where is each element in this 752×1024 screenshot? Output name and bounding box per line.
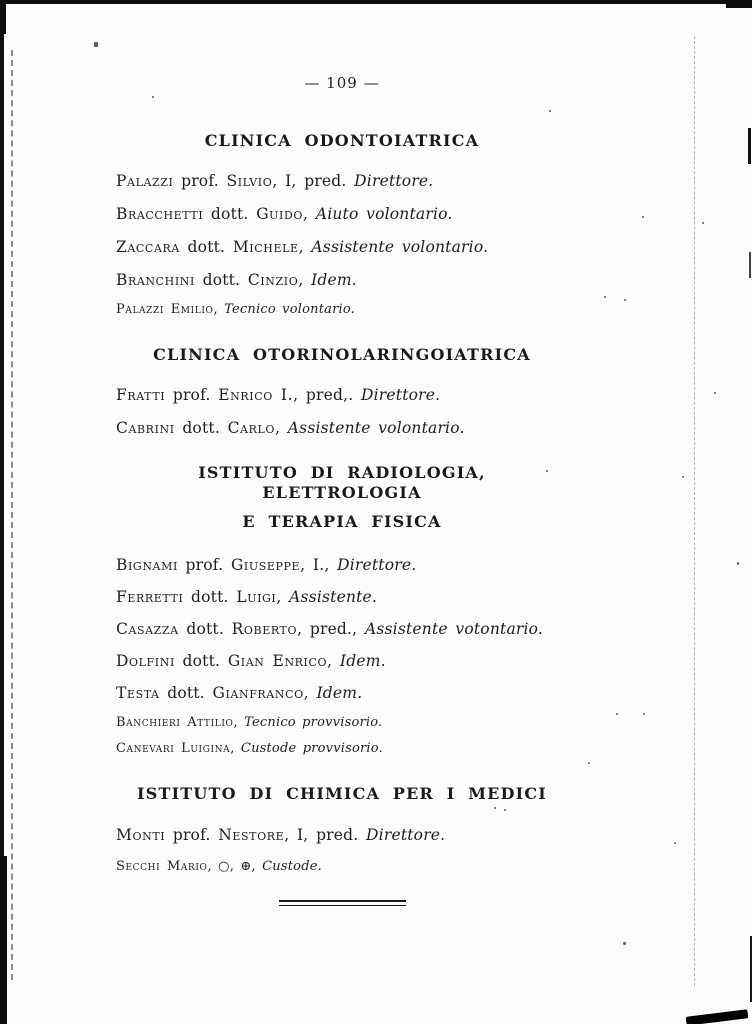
person-name: Zaccara (116, 238, 180, 256)
section-title: CLINICA ODONTOIATRICA (204, 131, 480, 150)
entry-text: , (233, 715, 245, 730)
person-name: Gian Enrico (227, 652, 328, 670)
footer-rule (279, 900, 406, 906)
entry-text: , ○, ⊕, (207, 859, 263, 874)
section-title: CLINICA OTORINOLARINGOIATRICA (153, 345, 531, 364)
person-name: Dolfini (116, 652, 175, 670)
entry-text: dott. (174, 419, 228, 437)
entry-text: , (298, 238, 312, 256)
entry-text: prof. (173, 172, 227, 190)
role-text: Assistente volontario. (311, 238, 489, 256)
scan-speck (714, 392, 716, 394)
person-name: Giuseppe (230, 556, 301, 574)
scan-mark-right-2 (749, 252, 751, 278)
person-name: Cinzio (247, 271, 299, 289)
scan-edge-top-right (726, 0, 752, 8)
role-text: Assistente votontario. (364, 620, 544, 638)
entry-text: prof. (165, 386, 219, 404)
person-name: Banchieri Attilio (116, 715, 234, 730)
role-text: Direttore. (366, 826, 446, 844)
scan-speck (682, 476, 684, 478)
directory-entry (116, 586, 568, 608)
entry-text: prof. (165, 826, 219, 844)
entry-text: , (327, 652, 340, 670)
entry-text: , I, pred. (284, 826, 367, 844)
page-content (116, 0, 568, 906)
directory-entry (116, 824, 568, 846)
entry-text: prof. (177, 556, 231, 574)
scan-speck (702, 222, 704, 224)
role-text: Idem. (339, 652, 386, 670)
scan-speck (642, 216, 644, 218)
scan-speck (674, 842, 676, 844)
role-text: Idem. (311, 271, 357, 289)
entry-text: , I, pred. (272, 172, 355, 190)
entry-text: , pred., (297, 620, 365, 638)
role-text: Tecnico provvisorio. (244, 715, 383, 730)
role-text: Custode provvisorio. (240, 741, 383, 756)
person-name: Luigi (236, 588, 277, 606)
role-text: Tecnico volontario. (224, 302, 355, 317)
entry-text: , (275, 419, 288, 437)
person-name: Silvio (226, 172, 273, 190)
directory-section (116, 131, 568, 319)
entry-text: dott. (174, 652, 228, 670)
scan-speck (616, 713, 618, 715)
scan-fold-line-right (694, 36, 695, 986)
person-name: Roberto (231, 620, 298, 638)
entry-text: dott. (203, 205, 257, 223)
directory-entry (116, 236, 568, 258)
person-name: Gianfranco (212, 684, 304, 702)
entry-text: dott. (179, 238, 233, 256)
directory (116, 131, 568, 876)
entry-text: , I., (300, 556, 338, 574)
scan-edge-left-bottom (0, 856, 7, 1024)
directory-entry (116, 682, 568, 704)
scan-speck (623, 942, 626, 945)
scan-edge-left-top (0, 0, 6, 34)
scan-mark-right-1 (748, 128, 751, 164)
directory-section (116, 463, 568, 758)
role-text: Custode. (262, 859, 322, 874)
person-name: Nestore (218, 826, 285, 844)
section-title: ISTITUTO DI RADIOLOGIA, ELETTROLOGIA (198, 463, 486, 502)
directory-entry (116, 417, 568, 439)
directory-entry (116, 618, 568, 640)
directory-section (116, 345, 568, 439)
entry-text: , (276, 588, 290, 606)
directory-entry (116, 269, 568, 291)
directory-entry (116, 858, 568, 876)
directory-entry (116, 170, 568, 192)
person-name: Carlo (227, 419, 276, 437)
scan-speck (624, 299, 626, 301)
person-name: Ferretti (116, 588, 184, 606)
entry-text: , (303, 684, 317, 702)
role-text: Direttore. (354, 172, 434, 190)
person-name: Michele (232, 238, 299, 256)
entry-text: dott. (194, 271, 248, 289)
scan-speck (94, 42, 98, 47)
scan-speck (604, 296, 606, 298)
scan-fold-line-left (11, 50, 13, 980)
page-number: — 109 — (304, 74, 380, 92)
entry-text: , (298, 271, 312, 289)
entry-text: , (303, 205, 316, 223)
person-name: Palazzi Emilio (116, 302, 214, 317)
role-text: Assistente volontario. (287, 419, 465, 437)
directory-section (116, 784, 568, 876)
person-name: Bracchetti (116, 205, 204, 223)
directory-entry (116, 301, 568, 319)
directory-entry (116, 554, 568, 576)
entry-text: , (230, 741, 241, 756)
directory-entry (116, 384, 568, 406)
directory-entry (116, 714, 568, 732)
person-name: Branchini (116, 271, 195, 289)
role-text: Aiuto volontario. (315, 205, 453, 223)
person-name: Enrico I. (218, 386, 294, 404)
directory-entry (116, 740, 568, 758)
person-name: Fratti (116, 386, 166, 404)
person-name: Palazzi (116, 172, 174, 190)
entry-text: dott. (159, 684, 213, 702)
directory-entry (116, 650, 568, 672)
scan-edge-left (0, 0, 4, 1024)
scan-speck (588, 762, 590, 764)
directory-entry (116, 203, 568, 225)
person-name: Bignami (116, 556, 178, 574)
person-name: Cabrini (116, 419, 175, 437)
section-title: E TERAPIA FISICA (242, 512, 442, 531)
entry-text: , (213, 302, 225, 317)
scan-corner-blob (686, 1009, 749, 1024)
scan-speck (643, 713, 645, 715)
section-title: ISTITUTO DI CHIMICA PER I MEDICI (137, 784, 547, 803)
person-name: Guido (256, 205, 304, 223)
entry-text: dott. (178, 620, 232, 638)
person-name: Testa (116, 684, 160, 702)
entry-text: dott. (183, 588, 237, 606)
person-name: Monti (116, 826, 166, 844)
person-name: Canevari Luigina (116, 741, 231, 756)
role-text: Idem. (316, 684, 363, 702)
role-text: Direttore. (361, 386, 441, 404)
person-name: Secchi Mario (116, 859, 208, 874)
person-name: Casazza (116, 620, 179, 638)
scan-speck (737, 562, 739, 565)
entry-text: , pred,. (293, 386, 361, 404)
role-text: Assistente. (289, 588, 378, 606)
role-text: Direttore. (337, 556, 417, 574)
